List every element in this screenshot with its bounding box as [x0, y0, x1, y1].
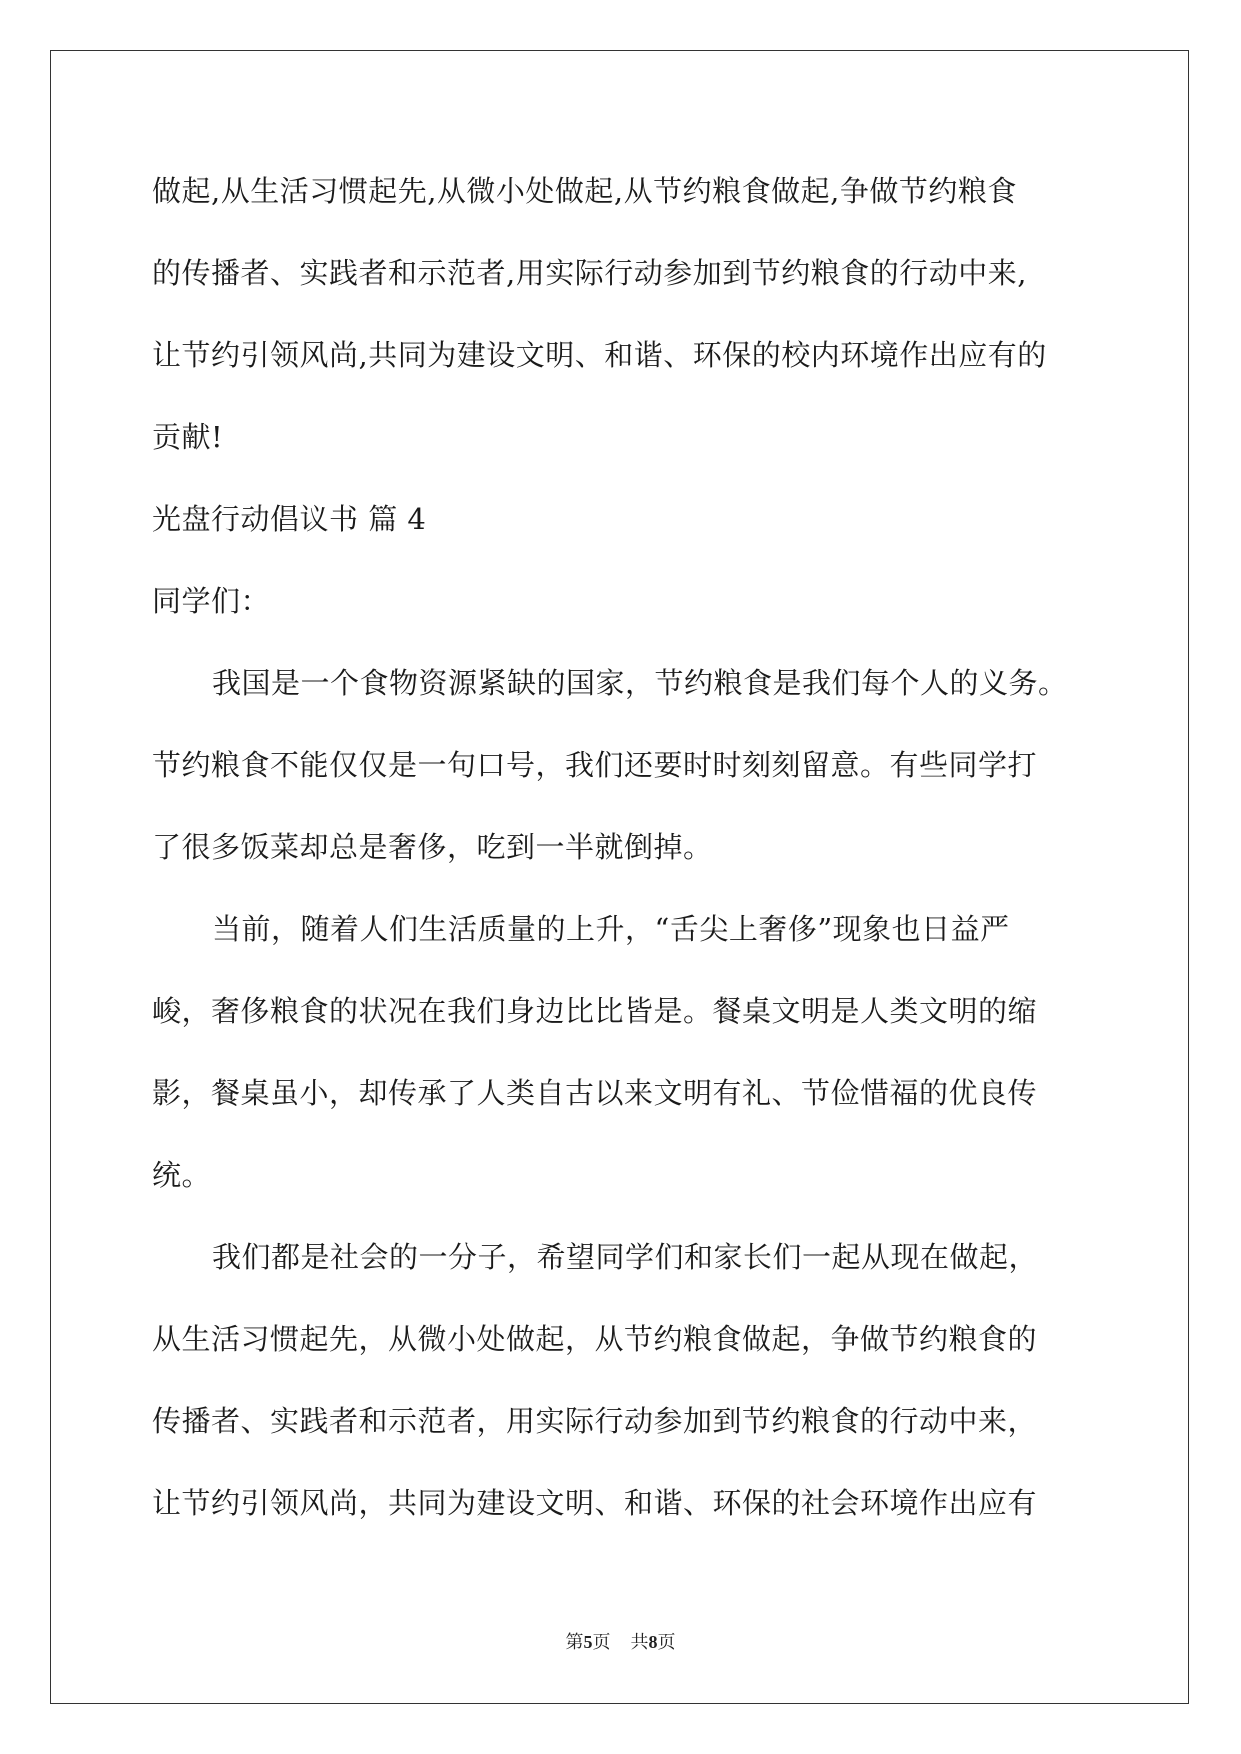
current-page-number: 5 — [583, 1632, 593, 1652]
text-line: 传播者、实践者和示范者，用实际行动参加到节约粮食的行动中来， — [152, 1404, 1038, 1438]
paragraph-start: 我国是一个食物资源紧缺的国家，节约粮食是我们每个人的义务。 — [212, 666, 1068, 700]
footer-total-prefix: 共 — [630, 1632, 649, 1653]
section-heading: 光盘行动倡议书 篇 4 — [152, 502, 427, 536]
paragraph-start: 当前，随着人们生活质量的上升，“舌尖上奢侈”现象也日益严 — [212, 912, 1010, 946]
salutation: 同学们： — [152, 584, 271, 618]
text-line: 做起,从生活习惯起先,从微小处做起,从节约粮食做起,争做节约粮食 — [152, 174, 1017, 208]
text-line: 峻，奢侈粮食的状况在我们身边比比皆是。餐桌文明是人类文明的缩 — [152, 994, 1038, 1028]
text-line: 从生活习惯起先，从微小处做起，从节约粮食做起，争做节约粮食的 — [152, 1322, 1038, 1356]
text-line: 统。 — [152, 1158, 212, 1192]
footer-page-unit: 页 — [592, 1632, 611, 1653]
text-line: 影，餐桌虽小，却传承了人类自古以来文明有礼、节俭惜福的优良传 — [152, 1076, 1038, 1110]
text-line: 让节约引领风尚，共同为建设文明、和谐、环保的社会环境作出应有 — [152, 1486, 1038, 1520]
text-line: 让节约引领风尚,共同为建设文明、和谐、环保的校内环境作出应有的 — [152, 338, 1047, 372]
page-footer — [0, 1630, 1241, 1655]
footer-prefix: 第 — [565, 1632, 584, 1653]
text-line: 了很多饭菜却总是奢侈，吃到一半就倒掉。 — [152, 830, 713, 864]
text-line: 节约粮食不能仅仅是一句口号，我们还要时时刻刻留意。有些同学打 — [152, 748, 1038, 782]
total-page-number: 8 — [648, 1632, 658, 1652]
text-line: 贡献! — [152, 420, 224, 454]
document-body — [152, 160, 1087, 1554]
footer-total-unit: 页 — [657, 1632, 676, 1653]
paragraph-start: 我们都是社会的一分子，希望同学们和家长们一起从现在做起， — [212, 1240, 1039, 1274]
text-line: 的传播者、实践者和示范者,用实际行动参加到节约粮食的行动中来, — [152, 256, 1027, 290]
